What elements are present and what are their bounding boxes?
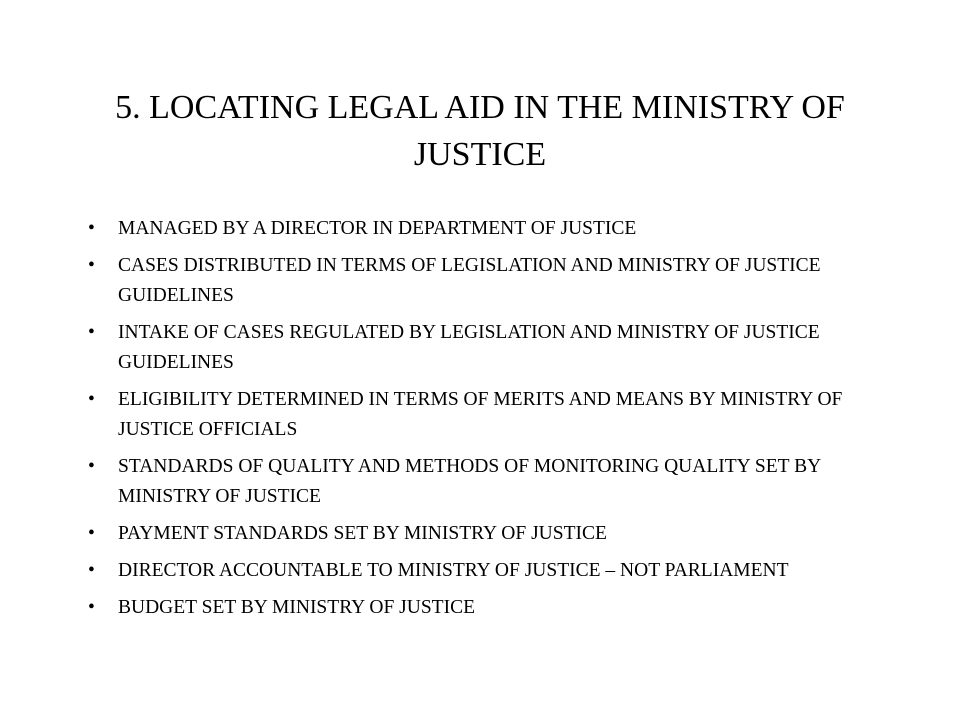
bullet-icon: • [88, 218, 95, 239]
bullet-text: PAYMENT STANDARDS SET BY MINISTRY OF JUSTICE [118, 523, 607, 544]
bullet-icon: • [88, 456, 95, 477]
bullet-text: ELIGIBILITY DETERMINED IN TERMS OF MERITS AND MEANS BY MINISTRY OF JUSTICE OFFICIALS [118, 389, 843, 440]
bullet-icon: • [88, 523, 95, 544]
bullet-item [80, 385, 880, 445]
bullet-icon: • [88, 597, 95, 618]
bullet-item [80, 556, 880, 586]
bullet-icon: • [88, 255, 95, 276]
bullet-text: CASES DISTRIBUTED IN TERMS OF LEGISLATION AND MINISTRY OF JUSTICE GUIDELINES [118, 255, 821, 306]
bullet-text: BUDGET SET BY MINISTRY OF JUSTICE [118, 597, 475, 618]
bullet-item [80, 214, 880, 244]
bullet-text: INTAKE OF CASES REGULATED BY LEGISLATION AND MINISTRY OF JUSTICE GUIDELINES [118, 322, 820, 373]
bullet-text: STANDARDS OF QUALITY AND METHODS OF MONITORING QUALITY SET BY MINISTRY OF JUSTICE [118, 456, 821, 507]
bullet-item [80, 519, 880, 549]
bullet-text: MANAGED BY A DIRECTOR IN DEPARTMENT OF JUSTICE [118, 218, 637, 239]
bullet-item [80, 318, 880, 378]
bullet-item [80, 452, 880, 512]
bullet-icon: • [88, 560, 95, 581]
bullet-icon: • [88, 322, 95, 343]
bullet-icon: • [88, 389, 95, 410]
bullet-list [80, 214, 880, 630]
bullet-item [80, 251, 880, 311]
bullet-item [80, 593, 880, 623]
bullet-text: DIRECTOR ACCOUNTABLE TO MINISTRY OF JUSTICE – NOT PARLIAMENT [118, 560, 789, 581]
slide-title: 5. LOCATING LEGAL AID IN THE MINISTRY OF JUSTICE [115, 89, 845, 173]
